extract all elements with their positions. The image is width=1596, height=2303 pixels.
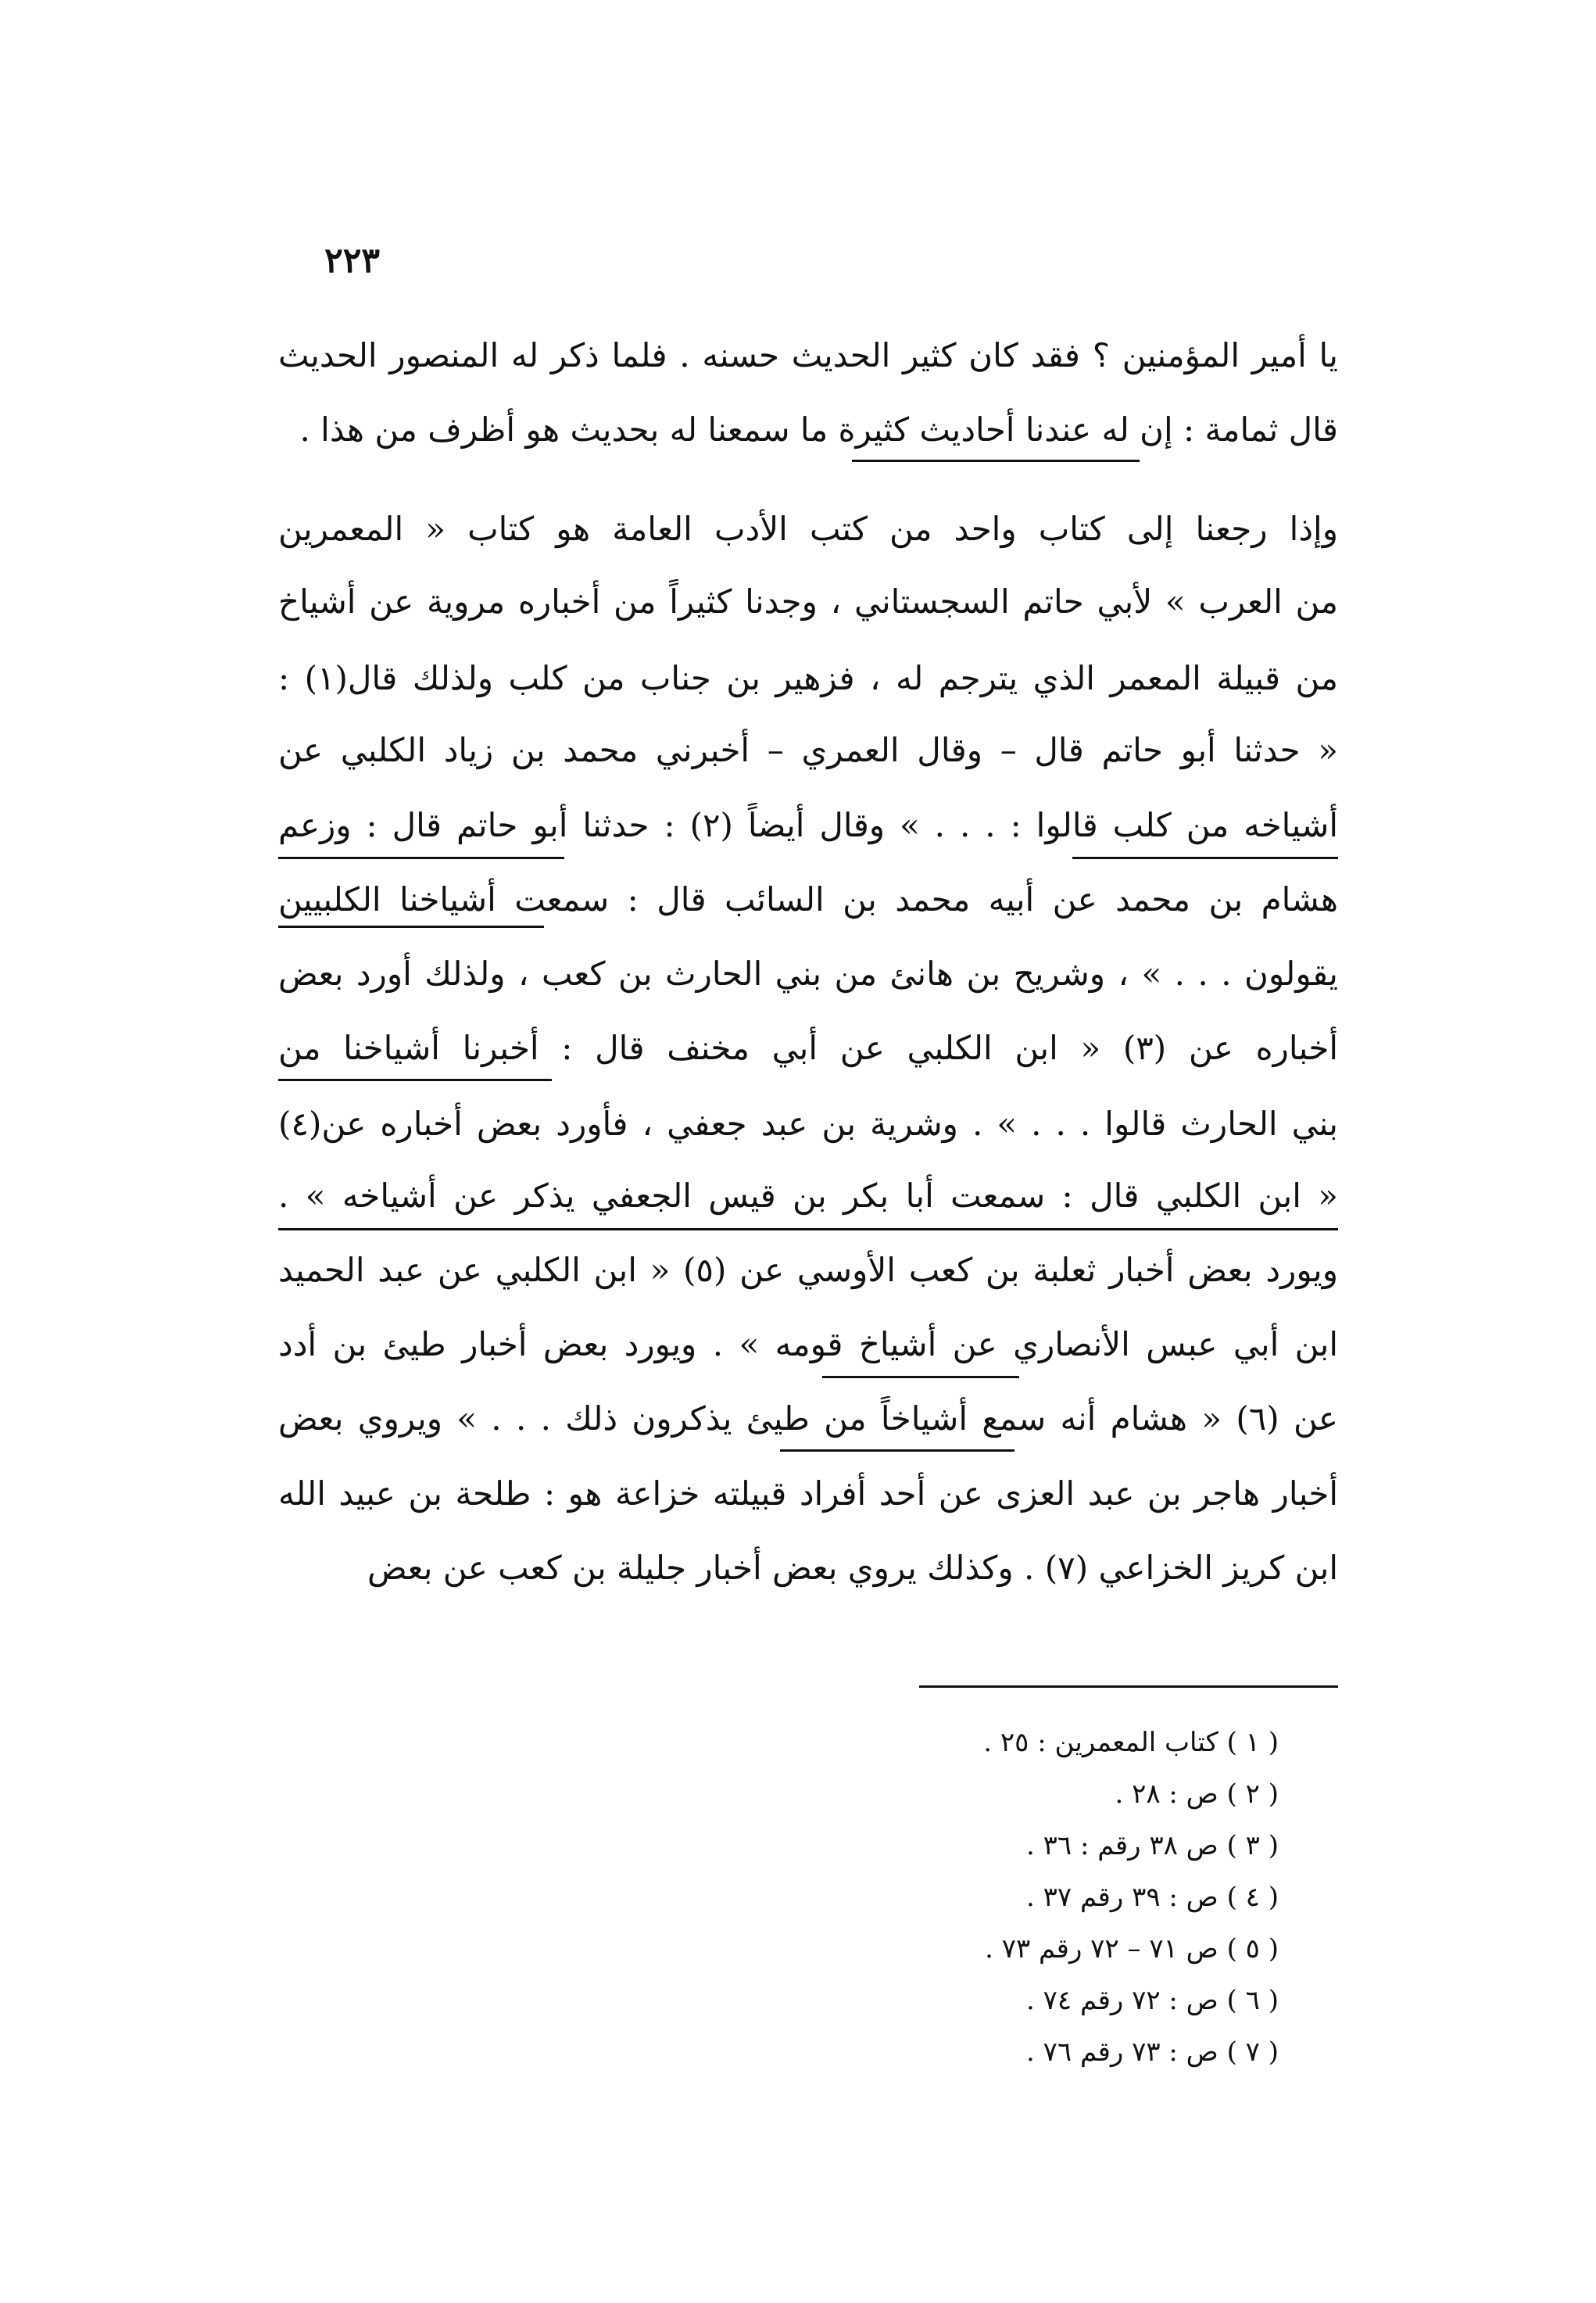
underline-mark [278, 1228, 1338, 1230]
footnotes [841, 1717, 1279, 2078]
footnote-line: ( ١ ) كتاب المعمرين : ٢٥ . [983, 1727, 1279, 1758]
footnote-line: ( ٦ ) ص : ٧٢ رقم ٧٤ . [1025, 1985, 1279, 2016]
body-line: أشياخه من كلب قالوا : . . . » وقال أيضاً (٢) : حدثنا أبو حاتم قال : وزعم [278, 806, 1338, 844]
footnote-line: ( ٢ ) ص : ٢٨ . [1115, 1778, 1279, 1810]
body-line: يا أمير المؤمنين ؟ فقد كان كثير الحديث حسنه . فلما ذكر له المنصور الحديث [278, 336, 1338, 374]
body-line: « ابن الكلبي قال : سمعت أبا بكر بن قيس الجعفي يذكر عن أشياخه » . [278, 1177, 1338, 1215]
body-line: أخباره عن (٣) « ابن الكلبي عن أبي مخنف قال : أخبرنا أشياخنا من [278, 1029, 1338, 1067]
body-line: من العرب » لأبي حاتم السجستاني ، وجدنا كثيراً من أخباره مروية عن أشياخ [278, 582, 1338, 621]
body-line: بني الحارث قالوا . . . » . وشرية بن عبد جعفي ، فأورد بعض أخباره عن(٤) [278, 1105, 1338, 1143]
underline-mark [852, 460, 1140, 462]
footnote-line: ( ٥ ) ص ٧١ – ٧٢ رقم ٧٣ . [985, 1933, 1279, 1965]
underline-mark [278, 926, 544, 928]
body-line: هشام بن محمد عن أبيه محمد بن السائب قال : سمعت أشياخنا الكلبيين [278, 880, 1338, 919]
body-line: عن (٦) « هشام أنه سمع أشياخاً من طيئ يذكرون ذلك . . . » ويروي بعض [278, 1399, 1338, 1438]
footnote-line: ( ٣ ) ص ٣٨ رقم : ٣٦ . [1025, 1830, 1279, 1861]
page-number: ٢٢٣ [324, 241, 380, 281]
body-line: ويورد بعض أخبار ثعلبة بن كعب الأوسي عن (٥) « ابن الكلبي عن عبد الحميد [278, 1251, 1338, 1289]
underline-mark [278, 1079, 552, 1081]
underline-mark [780, 1449, 1014, 1452]
footnote-line: ( ٤ ) ص : ٣٩ رقم ٣٧ . [1025, 1882, 1279, 1913]
body-line: وإذا رجعنا إلى كتاب واحد من كتب الأدب العامة هو كتاب « المعمرين [278, 510, 1338, 548]
body-line: يقولون . . . » ، وشريح بن هانئ من بني الحارث بن كعب ، ولذلك أورد بعض [278, 955, 1338, 993]
body-line: من قبيلة المعمر الذي يترجم له ، فزهير بن جناب من كلب ولذلك قال(١) : [278, 659, 1338, 697]
footnote-separator [919, 1685, 1338, 1688]
body-line: ابن أبي عبس الأنصاري عن أشياخ قومه » . ويورد بعض أخبار طيئ بن أدد [278, 1325, 1338, 1363]
footnote-line: ( ٧ ) ص : ٧٣ رقم ٧٦ . [1025, 2036, 1279, 2068]
underline-mark [278, 857, 564, 859]
body-line: « حدثنا أبو حاتم قال – وقال العمري – أخبرني محمد بن زياد الكلبي عن [278, 731, 1338, 769]
body-line: أخبار هاجر بن عبد العزى عن أحد أفراد قبيلته خزاعة هو : طلحة بن عبيد الله [278, 1474, 1338, 1513]
underline-mark [822, 1376, 1019, 1378]
body-line: قال ثمامة : إن له عندنا أحاديث كثيرة ما سمعنا له بحديث هو أظرف من هذا . [299, 410, 1338, 449]
body-line: ابن كريز الخزاعي (٧) . وكذلك يروي بعض أخبار جليلة بن كعب عن بعض [367, 1549, 1338, 1587]
underline-mark [1072, 857, 1338, 859]
